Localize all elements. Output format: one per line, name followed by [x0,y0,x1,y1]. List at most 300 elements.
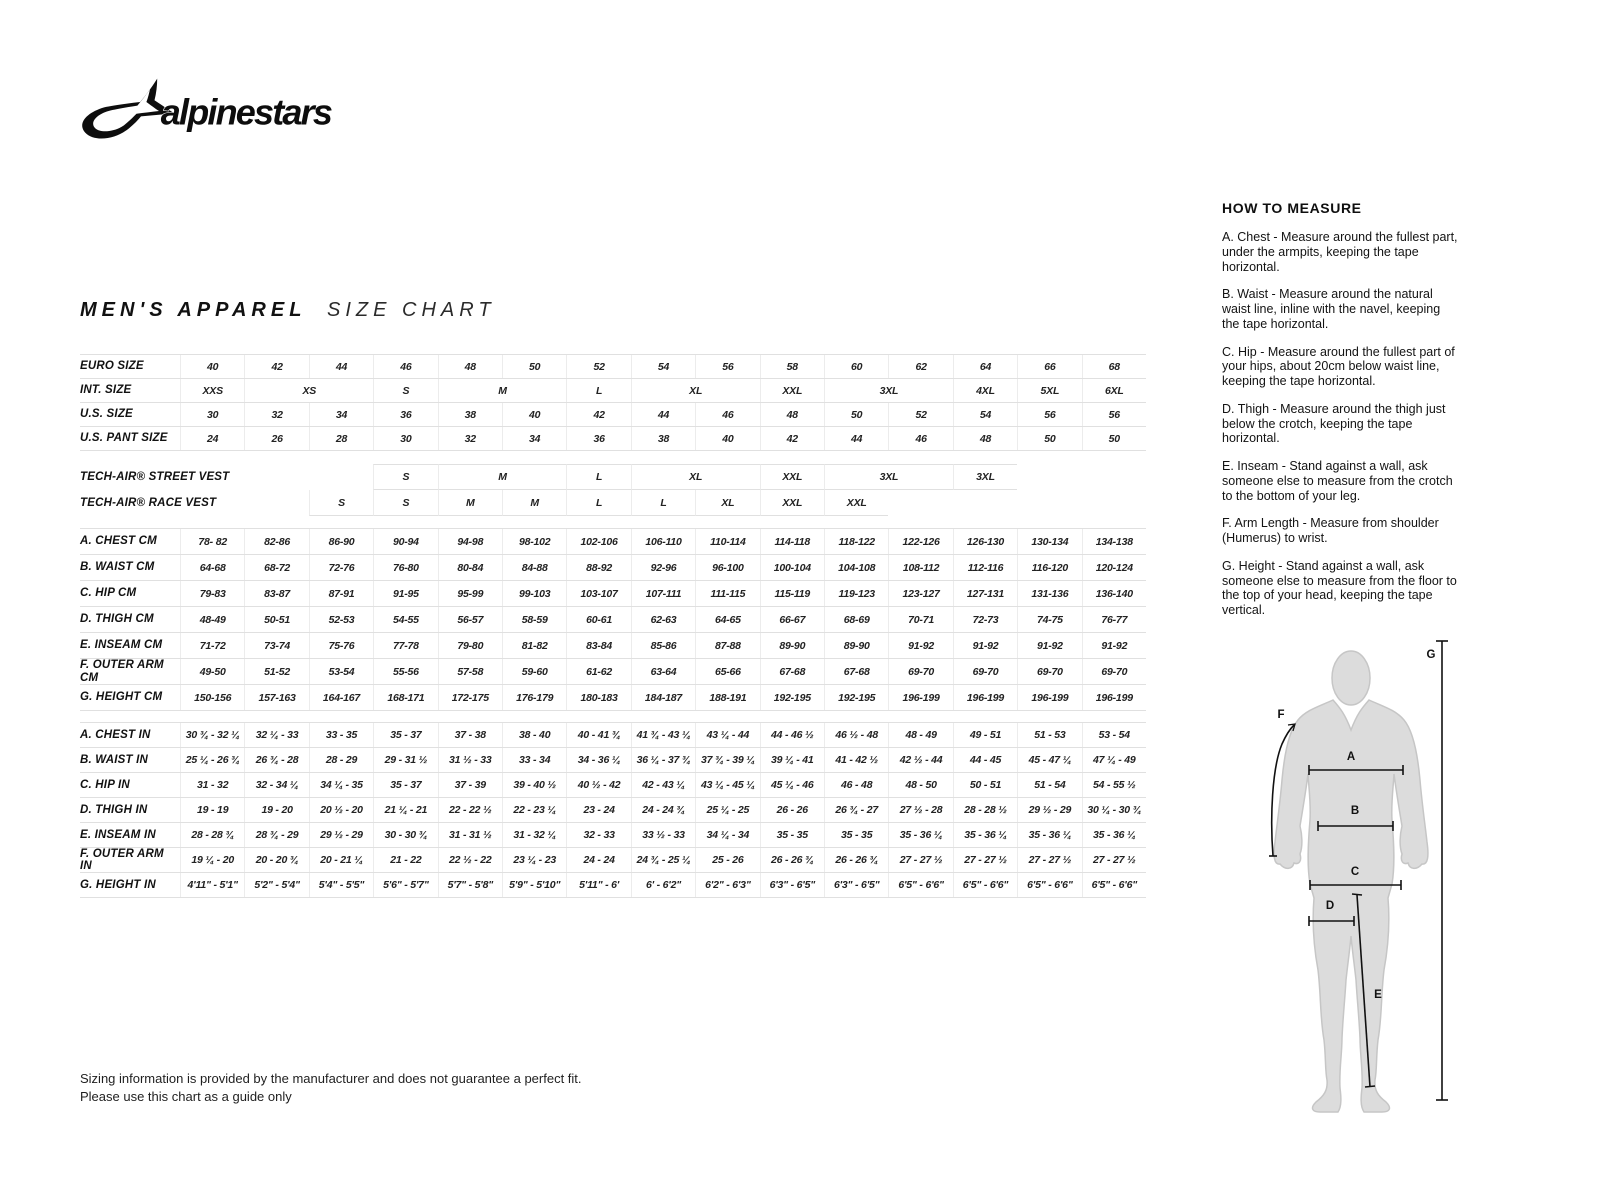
size-cell: 67-68 [824,659,888,684]
size-cell: 32 - 34 ¼ [244,773,308,797]
size-cell: 57-58 [438,659,502,684]
size-cell: 110-114 [695,529,759,554]
size-cell: 79-80 [438,633,502,658]
measure-instruction: D. Thigh - Measure around the thigh just below the crotch, keeping the tape horizontal. [1222,401,1446,446]
size-cell: 39 - 40 ½ [502,773,566,797]
size-cell: 3XL [824,379,953,402]
measurement-figure [1230,618,1452,1123]
size-cell: 98-102 [502,529,566,554]
size-cell: 33 - 35 [309,723,373,747]
size-cell: 107-111 [631,581,695,606]
size-cell: M [438,464,567,490]
size-cell: 52 [566,355,630,378]
size-cell: 5'4" - 5'5" [309,873,373,897]
size-cell: 150-156 [180,685,244,710]
measure-instruction: G. Height - Stand against a wall, ask someone else to measure from the floor to the top of your head, keeping the tape vertical. [1222,558,1457,617]
figure-head [1332,651,1370,705]
size-cell: 67-68 [760,659,824,684]
size-cell: 49-50 [180,659,244,684]
size-cell: 192-195 [824,685,888,710]
size-cell: 42 [566,403,630,426]
size-cell: 89-90 [760,633,824,658]
size-cell: 40 [502,403,566,426]
label-arm: F [1277,709,1285,721]
size-cell: 40 [180,355,244,378]
row-label: A. CHEST IN [80,728,151,741]
size-cell: 6'5" - 6'6" [888,873,952,897]
size-cell: 6' - 6'2" [631,873,695,897]
size-cell: 37 ¾ - 39 ¼ [695,748,759,772]
size-cell: 6'5" - 6'6" [953,873,1017,897]
size-cell [888,490,1146,516]
size-cell: 108-112 [888,555,952,580]
size-cell: 28 - 28 ¾ [180,823,244,847]
size-cell: 54 - 55 ½ [1082,773,1146,797]
size-cell: 41 ¾ - 43 ¼ [631,723,695,747]
size-cell: 91-92 [1082,633,1146,658]
size-cell: 102-106 [566,529,630,554]
row-label: C. HIP CM [80,587,137,600]
size-cell: 50 [1017,427,1081,450]
table-row [80,823,1146,848]
size-cell: 5'2" - 5'4" [244,873,308,897]
size-cell: 120-124 [1082,555,1146,580]
size-cell: 35 - 36 ¼ [888,823,952,847]
size-cell: 30 [373,427,437,450]
size-cell: 24 [180,427,244,450]
size-cell: 39 ¼ - 41 [760,748,824,772]
size-cell: M [438,490,502,516]
size-cell: 43 ¼ - 45 ¼ [695,773,759,797]
measure-instruction: F. Arm Length - Measure from shoulder (Humerus) to wrist. [1222,516,1439,545]
how-to-measure-items [1222,230,1460,618]
size-cell: 69-70 [953,659,1017,684]
size-cell: 83-84 [566,633,630,658]
size-cell: 50 [824,403,888,426]
table-row [80,873,1146,898]
table-row [80,490,1146,516]
size-cell: 38 - 40 [502,723,566,747]
size-cell: 28 - 28 ½ [953,798,1017,822]
row-label: E. INSEAM CM [80,639,163,652]
size-cell: 134-138 [1082,529,1146,554]
size-cell: 50 [1082,427,1146,450]
size-cell: 83-87 [244,581,308,606]
size-cell: L [631,490,695,516]
size-cell: 5'7" - 5'8" [438,873,502,897]
measure-instruction: A. Chest - Measure around the fullest part, under the armpits, keeping the tape horizontal. [1222,230,1458,274]
row-label: C. HIP IN [80,778,130,791]
size-cell: 56-57 [438,607,502,632]
size-cell: 42 [760,427,824,450]
size-cell: 5'11" - 6' [566,873,630,897]
table-row [80,748,1146,773]
size-cell: 28 - 29 [309,748,373,772]
size-cell: 75-76 [309,633,373,658]
size-cell: 22 - 22 ½ [438,798,502,822]
size-cell: XXS [180,379,244,402]
size-cell: 35 - 35 [760,823,824,847]
size-cell: 60 [824,355,888,378]
size-cell: 19 - 20 [244,798,308,822]
size-cell: 23 - 24 [566,798,630,822]
size-cell: 4XL [953,379,1017,402]
size-cell: 76-80 [373,555,437,580]
size-cell: 157-163 [244,685,308,710]
size-cell: 47 ¼ - 49 [1082,748,1146,772]
size-cell: XL [695,490,759,516]
size-cell: 73-74 [244,633,308,658]
size-cell: 64-68 [180,555,244,580]
size-cell: 40 ½ - 42 [566,773,630,797]
page-title-light: SIZE CHART [327,299,496,321]
size-cell: 76-77 [1082,607,1146,632]
row-label: EURO SIZE [80,360,144,373]
size-cell: 104-108 [824,555,888,580]
size-cell: 30 - 30 ¾ [373,823,437,847]
size-cell: 92-96 [631,555,695,580]
size-cell: 52-53 [309,607,373,632]
table-row [80,427,1146,451]
size-cell: 69-70 [1082,659,1146,684]
size-cell: 31 ½ - 33 [438,748,502,772]
size-cell: L [566,379,630,402]
size-cell: 56 [1082,403,1146,426]
size-cell: 26 [244,427,308,450]
size-cell: 27 - 27 ½ [1017,848,1081,872]
size-cell: 22 - 23 ¼ [502,798,566,822]
size-cell: 77-78 [373,633,437,658]
size-cell: 36 ¼ - 37 ¾ [631,748,695,772]
size-cell: 50 - 51 [953,773,1017,797]
size-cell: 6XL [1082,379,1146,402]
size-cell: 68-72 [244,555,308,580]
size-cell: 34 [502,427,566,450]
size-cell: 131-136 [1017,581,1081,606]
size-cell: 74-75 [1017,607,1081,632]
size-cell: S [373,379,437,402]
size-cell: 164-167 [309,685,373,710]
table-group-vests [80,464,1146,516]
size-cell: 44 - 45 [953,748,1017,772]
table-row [80,528,1146,555]
size-cell: 22 ½ - 22 [438,848,502,872]
table-group-cm [80,528,1146,711]
size-cell: 94-98 [438,529,502,554]
size-cell: 84-88 [502,555,566,580]
size-cell: 79-83 [180,581,244,606]
size-cell: 19 - 19 [180,798,244,822]
size-cell: XXL [760,490,824,516]
size-cell: 6'5" - 6'6" [1017,873,1081,897]
size-cell: 61-62 [566,659,630,684]
size-table [80,354,1146,898]
size-cell: 62 [888,355,952,378]
size-cell: XXL [760,464,824,490]
size-cell: 49 - 51 [953,723,1017,747]
size-cell: 42 [244,355,308,378]
size-cell: 31 - 32 [180,773,244,797]
row-label: B. WAIST CM [80,561,155,574]
size-cell: 176-179 [502,685,566,710]
size-cell: 72-76 [309,555,373,580]
size-cell: 48 - 49 [888,723,952,747]
size-cell: M [502,490,566,516]
size-cell: 62-63 [631,607,695,632]
footer-line-1: Sizing information is provided by the manufacturer and does not guarantee a perfect fit. [80,1071,582,1086]
size-cell: 56 [695,355,759,378]
size-cell [1017,464,1146,490]
size-cell: 184-187 [631,685,695,710]
row-label: G. HEIGHT CM [80,691,163,704]
size-cell: XXL [824,490,888,516]
size-cell: 21 ¼ - 21 [373,798,437,822]
size-cell: 52 [888,403,952,426]
size-cell: 115-119 [760,581,824,606]
size-cell: 40 [695,427,759,450]
size-cell: 23 ¼ - 23 [502,848,566,872]
size-cell: 32 - 33 [566,823,630,847]
size-cell: 36 [566,427,630,450]
size-cell: 35 - 36 ¼ [1082,823,1146,847]
size-cell: 50 [502,355,566,378]
table-row [80,354,1146,379]
size-cell: 46 - 48 [824,773,888,797]
size-cell: 56 [1017,403,1081,426]
size-cell: 69-70 [1017,659,1081,684]
size-cell: 35 - 37 [373,773,437,797]
size-cell: 196-199 [1017,685,1081,710]
size-cell: 31 - 32 ¼ [502,823,566,847]
size-cell: XL [631,379,760,402]
size-cell: 72-73 [953,607,1017,632]
size-cell: 26 - 26 ¾ [760,848,824,872]
size-cell: 28 ¾ - 29 [244,823,308,847]
size-cell: 123-127 [888,581,952,606]
size-cell: 48-49 [180,607,244,632]
footer-disclaimer [80,1070,582,1106]
size-cell: 3XL [953,464,1017,490]
size-cell: 91-95 [373,581,437,606]
size-cell: 26 - 26 ¾ [824,848,888,872]
size-cell: 29 ½ - 29 [309,823,373,847]
size-cell: 29 ½ - 29 [1017,798,1081,822]
size-cell: 85-86 [631,633,695,658]
size-cell: 5XL [1017,379,1081,402]
size-cell: 69-70 [888,659,952,684]
table-row [80,722,1146,748]
size-cell: 78- 82 [180,529,244,554]
size-cell: 87-91 [309,581,373,606]
size-cell: 27 ½ - 28 [888,798,952,822]
size-cell: 55-56 [373,659,437,684]
row-label: A. CHEST CM [80,535,157,548]
size-cell: 68-69 [824,607,888,632]
size-cell: 42 ½ - 44 [888,748,952,772]
size-cell: 34 - 36 ¼ [566,748,630,772]
size-cell: 122-126 [888,529,952,554]
size-cell: XS [244,379,373,402]
size-cell: 6'2" - 6'3" [695,873,759,897]
size-cell: 4'11" - 5'1" [180,873,244,897]
size-cell: 54 [953,403,1017,426]
size-cell: S [373,464,437,490]
size-cell: 27 - 27 ½ [888,848,952,872]
size-cell: 68 [1082,355,1146,378]
size-cell: 130-134 [1017,529,1081,554]
table-row [80,379,1146,403]
size-cell: 51 - 54 [1017,773,1081,797]
size-cell: 89-90 [824,633,888,658]
size-cell: 112-116 [953,555,1017,580]
size-cell: 25 ¼ - 25 [695,798,759,822]
size-cell: 24 - 24 ¾ [631,798,695,822]
size-cell: 91-92 [953,633,1017,658]
size-cell: 38 [438,403,502,426]
table-row [80,464,1146,490]
size-cell: 35 - 36 ¼ [1017,823,1081,847]
size-cell: 196-199 [888,685,952,710]
label-thigh: D [1325,900,1335,912]
size-cell: 28 [309,427,373,450]
size-cell: 116-120 [1017,555,1081,580]
size-cell: 58-59 [502,607,566,632]
size-cell: 60-61 [566,607,630,632]
measure-instruction: C. Hip - Measure around the fullest part of your hips, about 20cm below waist line, keeping the tape horizontal. [1222,344,1455,388]
size-cell: 103-107 [566,581,630,606]
size-cell: 26 - 26 [760,798,824,822]
size-cell: L [566,490,630,516]
size-cell: 50-51 [244,607,308,632]
size-cell: 32 [438,427,502,450]
size-cell: 34 ¼ - 35 [309,773,373,797]
size-cell: 34 [309,403,373,426]
size-cell: 70-71 [888,607,952,632]
how-to-measure-heading: HOW TO MEASURE [1222,200,1362,216]
size-cell: 46 [888,427,952,450]
size-cell: 91-92 [1017,633,1081,658]
size-cell: 48 [760,403,824,426]
size-cell: 37 - 38 [438,723,502,747]
row-label: G. HEIGHT IN [80,879,156,892]
size-cell: 3XL [824,464,953,490]
size-cell: S [373,490,437,516]
size-cell: 126-130 [953,529,1017,554]
row-label: D. THIGH CM [80,613,154,626]
table-row [80,659,1146,685]
size-cell: 58 [760,355,824,378]
size-cell: 45 ¼ - 46 [760,773,824,797]
size-cell: 44 [824,427,888,450]
size-cell: 25 - 26 [695,848,759,872]
table-row [80,848,1146,873]
size-cell: 30 [180,403,244,426]
size-cell: 30 ¼ - 30 ¾ [1082,798,1146,822]
row-label: TECH-AIR® STREET VEST [80,470,230,483]
size-cell: 43 ¼ - 44 [695,723,759,747]
size-cell: 106-110 [631,529,695,554]
size-cell: 64-65 [695,607,759,632]
size-cell: L [566,464,630,490]
table-row [80,798,1146,823]
table-group-sizes [80,354,1146,451]
size-cell: 119-123 [824,581,888,606]
label-height: G [1426,649,1436,661]
size-cell: 66-67 [760,607,824,632]
row-label: INT. SIZE [80,384,132,397]
size-cell: 20 ½ - 20 [309,798,373,822]
size-cell: 40 - 41 ¾ [566,723,630,747]
alpinestars-wordmark: alpinestars [160,91,332,133]
page-title-bold: MEN'S APPAREL [80,299,307,321]
size-cell: 46 [373,355,437,378]
size-cell: 96-100 [695,555,759,580]
row-label: TECH-AIR® RACE VEST [80,496,217,509]
size-cell: 37 - 39 [438,773,502,797]
row-label: B. WAIST IN [80,753,149,766]
size-cell: 19 ¼ - 20 [180,848,244,872]
size-cell: 48 - 50 [888,773,952,797]
size-cell: 32 [244,403,308,426]
size-cell: 64 [953,355,1017,378]
size-cell: 88-92 [566,555,630,580]
size-cell: 54-55 [373,607,437,632]
how-to-measure-panel [1222,200,1460,631]
size-cell: 20 - 21 ¼ [309,848,373,872]
measure-instruction: B. Waist - Measure around the natural waist line, inline with the navel, keeping the tape horizontal. [1222,287,1441,331]
row-label: F. OUTER ARM CM [80,659,164,684]
size-cell: 65-66 [695,659,759,684]
size-cell: 42 - 43 ¼ [631,773,695,797]
size-cell: 127-131 [953,581,1017,606]
page-title [80,299,496,322]
row-label: F. OUTER ARM IN [80,848,164,873]
size-cell: 48 [953,427,1017,450]
size-cell: 29 - 31 ½ [373,748,437,772]
size-cell: 53 - 54 [1082,723,1146,747]
body-diagram-svg [1230,618,1452,1123]
size-cell: 71-72 [180,633,244,658]
size-cell: 27 - 27 ½ [1082,848,1146,872]
size-cell: 188-191 [695,685,759,710]
table-row [80,555,1146,581]
size-cell: 99-103 [502,581,566,606]
size-cell: 6'5" - 6'6" [1082,873,1146,897]
size-cell: XXL [760,379,824,402]
size-cell: S [309,490,373,516]
row-label: U.S. SIZE [80,408,133,421]
size-cell: 196-199 [953,685,1017,710]
size-cell: 21 - 22 [373,848,437,872]
table-row [80,773,1146,798]
size-cell: 59-60 [502,659,566,684]
size-cell: 6'3" - 6'5" [824,873,888,897]
size-cell: 180-183 [566,685,630,710]
size-cell: 45 - 47 ¼ [1017,748,1081,772]
size-cell: 25 ¼ - 26 ¾ [180,748,244,772]
label-waist: B [1350,805,1360,817]
size-cell: 54 [631,355,695,378]
size-cell: 63-64 [631,659,695,684]
size-cell: XL [631,464,760,490]
size-cell: 44 [631,403,695,426]
size-cell: 53-54 [309,659,373,684]
size-cell: 38 [631,427,695,450]
size-cell: 82-86 [244,529,308,554]
row-label: U.S. PANT SIZE [80,432,168,445]
size-cell: 51 - 53 [1017,723,1081,747]
table-group-inches [80,722,1146,898]
